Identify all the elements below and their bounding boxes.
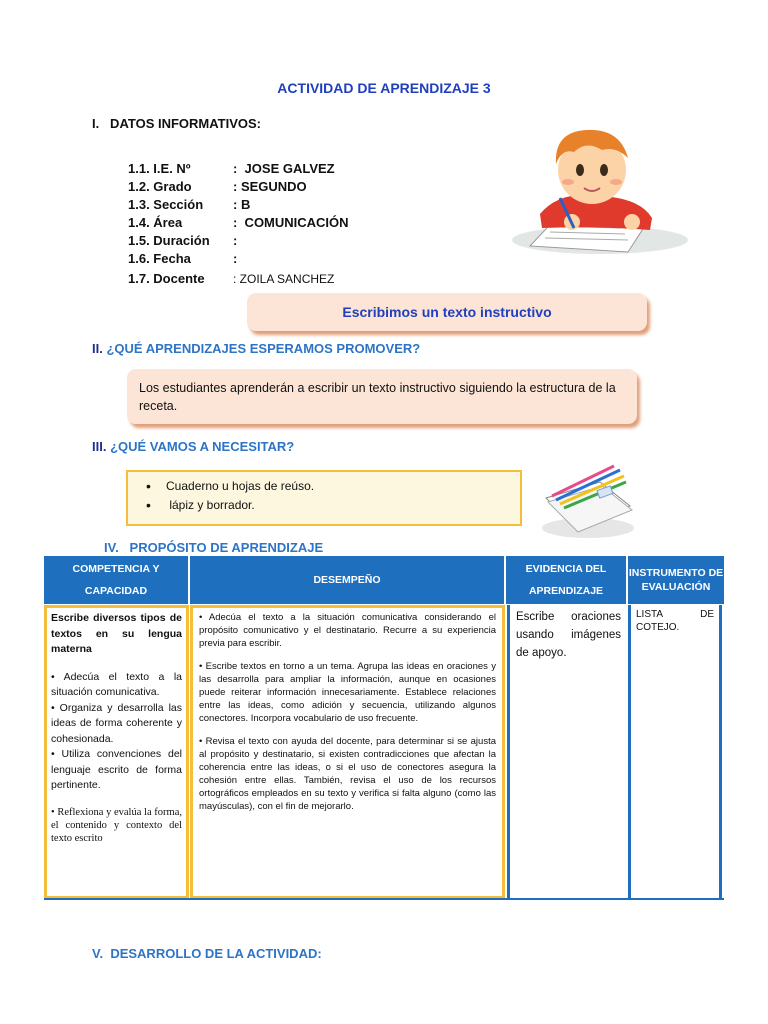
- section-title: ¿QUÉ VAMOS A NECESITAR?: [110, 439, 295, 454]
- section-necesitar-heading: [92, 439, 294, 454]
- table-header-competencia: COMPETENCIA Y CAPACIDAD: [44, 556, 190, 604]
- capacidad-item: • Utiliza convenciones del lenguaje escrito de forma pertinente.: [51, 748, 182, 791]
- table-header-evidencia: EVIDENCIA DEL APRENDIZAJE: [506, 556, 628, 604]
- datos-label: 1.2. Grado: [128, 179, 192, 194]
- datos-label: 1.5. Duración: [128, 233, 210, 248]
- datos-row: [128, 270, 349, 288]
- datos-row: [128, 196, 349, 214]
- desempeno-item: • Revisa el texto con ayuda del docente, para determinar si se ajusta al propósito y destinatario, si existen contradicciones que afectan la coherencia entre las ideas, o si el uso de conectores asegura la cohesión entre ellas. También, revisa el uso de los recursos ortográficos empleados en su texto y verifica si falta alguno (como las mayúsculas), con el fin de mejorarlo.: [199, 736, 496, 812]
- materials-list: [126, 470, 522, 526]
- datos-value: : JOSE GALVEZ: [233, 161, 335, 176]
- datos-value: :: [233, 233, 238, 248]
- datos-row: [128, 178, 349, 196]
- datos-label: 1.6. Fecha: [128, 251, 191, 266]
- datos-row: [128, 250, 349, 268]
- datos-list: [128, 160, 349, 288]
- pencils-notebook-illustration: [538, 458, 638, 540]
- datos-value: : B: [233, 197, 251, 212]
- instrumento-text: LISTA DE COTEJO.: [636, 609, 714, 633]
- capacidad-item: • Reflexiona y evalúa la forma, el contenido y contexto del texto escrito: [51, 806, 182, 844]
- datos-row: [128, 160, 349, 178]
- section-number: II.: [92, 341, 103, 356]
- capacidad-item: • Adecúa el texto a la situación comunicativa.: [51, 670, 182, 698]
- section-datos-heading: I. DATOS INFORMATIVOS:: [92, 116, 261, 131]
- page-title: ACTIVIDAD DE APRENDIZAJE 3: [277, 80, 491, 96]
- evidencia-cell: Escribe oraciones usando imágenes de apoyo.: [507, 605, 627, 899]
- learning-goal-box: Los estudiantes aprenderán a escribir un texto instructivo siguiendo la estructura de la receta.: [127, 369, 637, 424]
- instrumento-cell: [628, 605, 722, 899]
- list-item: • Cuaderno u hojas de reúso.: [144, 477, 504, 496]
- table-header-instrumento: INSTRUMENTO DE EVALUACIÓN: [628, 556, 724, 604]
- section-proposito-heading: IV. PROPÓSITO DE APRENDIZAJE: [104, 540, 324, 555]
- competencia-title: Escribe diversos tipos de textos en su lengua materna: [51, 612, 182, 655]
- datos-label: 1.3. Sección: [128, 197, 204, 212]
- capacidad-item: • Organiza y desarrolla las ideas de forma coherente y cohesionada.: [51, 701, 182, 745]
- datos-row: [128, 214, 349, 232]
- datos-value: : ZOILA SANCHEZ: [233, 272, 335, 286]
- child-writing-illustration: [500, 118, 688, 258]
- datos-label: 1.7. Docente: [128, 271, 205, 286]
- table-bottom-border: [44, 898, 724, 900]
- desempeno-cell: [190, 605, 505, 899]
- datos-value: : COMUNICACIÓN: [233, 215, 349, 230]
- desempeno-item: • Escribe textos en torno a un tema. Agrupa las ideas en oraciones y las desarrolla para ampliar la información, aunque en ocasiones puede reiterar información innecesariamente. Establece relaciones entre las ideas, como adición y secuencia, utilizando algunos conectores. Incorpora vocabulario de uso frecuente.: [199, 661, 496, 724]
- desempeno-item: • Adecúa el texto a la situación comunicativa considerando el propósito comunicativo y el destinatario. Recurre a su experiencia previa para escribir.: [199, 612, 496, 649]
- section-title: ¿QUÉ APRENDIZAJES ESPERAMOS PROMOVER?: [106, 341, 421, 356]
- lesson-title-banner: Escribimos un texto instructivo: [247, 293, 647, 331]
- datos-label: 1.4. Área: [128, 215, 183, 230]
- section-aprendizajes-heading: [92, 341, 420, 356]
- datos-value: :: [233, 251, 238, 266]
- competencia-cell: [44, 605, 189, 899]
- datos-label: 1.1. I.E. Nº: [128, 161, 191, 176]
- table-header-desempeno: DESEMPEÑO: [190, 556, 506, 604]
- datos-row: [128, 232, 349, 250]
- section-desarrollo-heading: V. DESARROLLO DE LA ACTIVIDAD:: [92, 946, 322, 961]
- section-number: III.: [92, 439, 107, 454]
- datos-value: : SEGUNDO: [233, 179, 307, 194]
- list-item: • lápiz y borrador.: [144, 496, 504, 515]
